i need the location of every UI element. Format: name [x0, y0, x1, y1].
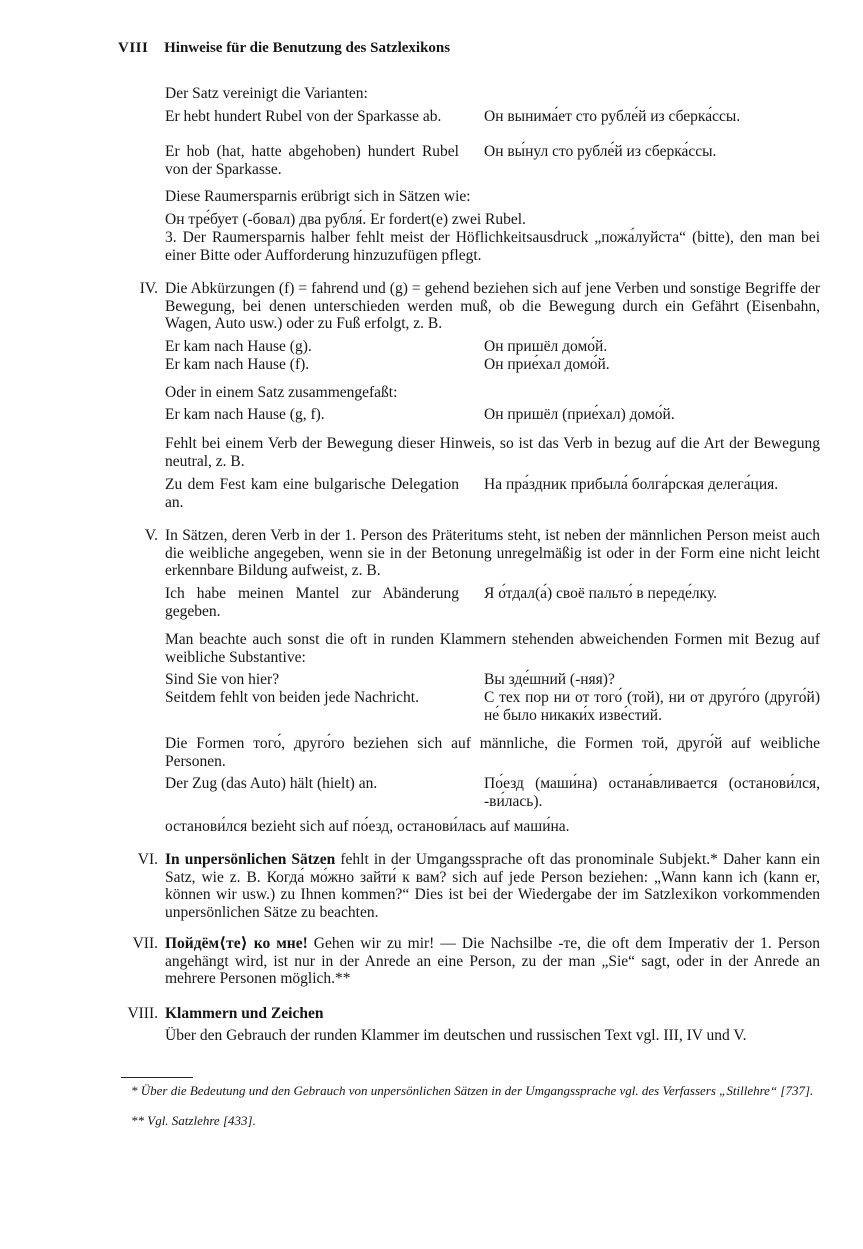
example-ru: По́езд (маши́на) остана́вливается (останови́лся, -ви́лась).	[484, 775, 820, 810]
example-ru: Я о́тдал(а́) своё пальто́ в переде́лку.	[484, 585, 718, 602]
section-iv-text: Die Abkürzungen (f) = fahrend und (g) = gehend beziehen sich auf jene Verben und sonstige Begriffe der Bewegung, bei denen unterschieden werden muß, ob die Bewegung durch ein Gefährt (Eisenbahn, Wagen, Auto usw.) oder zu Fuß erfolgt, z. B.	[165, 280, 820, 332]
variants-intro: Der Satz vereinigt die Varianten:	[165, 85, 368, 102]
section-number: V.	[144, 527, 158, 544]
footnote-divider	[121, 1077, 193, 1078]
forms-note: Die Formen того́, друго́го beziehen sich auf männliche, die Formen той, друго́й auf weibliche Personen.	[165, 735, 820, 770]
section-vii-body: Gehen wir zu mir! — Die Nachsilbe -те, die oft dem Imperativ der 1. Person angehängt wird, ist nur in der Anrede an eine Person, zu der man „Sie“ sagt, oder in der Anrede an mehrere Personen möglich.**	[165, 935, 820, 987]
point-3-paragraph: 3. Der Raumersparnis halber fehlt meist der Höflichkeitsausdruck „пожа́луйста“ (bitte), den man bei einer Bitte oder Aufforderung hinzuzufügen pflegt.	[165, 229, 820, 264]
section-number: VII.	[132, 935, 158, 952]
section-vii-lead: Пойдём⟨те⟩ ко мне!	[165, 935, 308, 952]
section-vi-body: fehlt in der Umgangssprache oft das pronominale Subjekt.* Daher kann ein Satz, wie z. B. Когда́ мо́жно зайти́ к вам? sich auf jede Person beziehen: „Wann kann ich (kann er, können wir usw.) zu Ihnen kommen?“ Dies ist bei der Wiedergabe der im Satzlexikon vorkommenden unpersönlichen Sätze zu beachten.	[165, 851, 821, 921]
example-de: Sind Sie von hier?	[165, 671, 280, 688]
space-saving-example: Он тре́бует (-бовал) два рубля́. Er fordert(e) zwei Rubel.	[165, 211, 526, 228]
example-ru: На пра́здник прибыла́ болга́рская делега́ция.	[484, 476, 779, 493]
running-header	[118, 40, 450, 58]
running-title: Hinweise für die Benutzung des Satzlexikons	[164, 40, 451, 56]
example-de: Der Zug (das Auto) hält (hielt) an.	[165, 775, 378, 792]
example-de: Er kam nach Hause (g, f).	[165, 406, 325, 423]
neutral-note: Fehlt bei einem Verb der Bewegung dieser Hinweis, so ist das Verb in bezug auf die Art der Bewegung neutral, z. B.	[165, 435, 820, 470]
example-de: Er kam nach Hause (f).	[165, 356, 310, 373]
combined-intro: Oder in einem Satz zusammengefaßt:	[165, 384, 398, 401]
example-de: Zu dem Fest kam eine bulgarische Delegation an.	[165, 476, 459, 511]
example-ru: Он пришёл (прие́хал) домо́й.	[484, 406, 675, 423]
example-de: Seitdem fehlt von beiden jede Nachricht.	[165, 689, 419, 706]
page-number: VIII	[118, 40, 149, 56]
example-de: Er hebt hundert Rubel von der Sparkasse ab.	[165, 108, 442, 125]
section-vi-text	[165, 851, 820, 921]
footnote-2: ** Vgl. Satzlehre [433].	[131, 1113, 256, 1128]
section-number: VI.	[137, 851, 158, 868]
example-ru: Он вы́нул сто рубле́й из сберка́ссы.	[484, 143, 717, 160]
example-de: Er hob (hat, hatte abgehoben) hundert Rubel von der Sparkasse.	[165, 143, 459, 178]
section-viii-title: Klammern und Zeichen	[165, 1005, 324, 1022]
space-saving-intro: Diese Raumersparnis erübrigt sich in Sätzen wie:	[165, 188, 471, 205]
section-number: IV.	[139, 280, 158, 297]
example-ru: Вы зде́шний (-няя)?	[484, 671, 615, 688]
section-vii-text	[165, 935, 820, 988]
final-note: останови́лся bezieht sich auf по́езд, останови́лась auf маши́на.	[165, 818, 570, 835]
example-ru: Он вынима́ет сто рубле́й из сберка́ссы.	[484, 108, 741, 125]
section-v-text: In Sätzen, deren Verb in der 1. Person des Präteritums steht, ist neben der männlichen Person meist auch die weibliche angegeben, wenn sie in der Betonung unregelmäßig ist oder in der Form eine nicht leicht erkennbare Bildung aufweist, z. B.	[165, 527, 820, 579]
section-number: VIII.	[127, 1005, 158, 1022]
section-vi-lead: In unpersönlichen Sätzen	[165, 851, 336, 868]
example-de: Ich habe meinen Mantel zur Abänderung gegeben.	[165, 585, 459, 620]
example-ru: С тех пор ни от того́ (той), ни от друго́го (друго́й) не́ было никаки́х изве́стий.	[484, 689, 820, 724]
section-viii-text: Über den Gebrauch der runden Klammer im deutschen und russischen Text vgl. III, IV und V.	[165, 1027, 747, 1044]
feminine-note: Man beachte auch sonst die oft in runden Klammern stehenden abweichenden Formen mit Bezug auf weibliche Substantive:	[165, 631, 820, 666]
footnote-1: * Über die Bedeutung und den Gebrauch von unpersönlichen Sätzen in der Umgangssprache vgl. des Verfassers „Stillehre“ [737].	[131, 1083, 814, 1098]
example-de: Er kam nach Hause (g).	[165, 338, 312, 355]
example-ru: Он прие́хал домо́й.	[484, 356, 610, 373]
example-ru: Он пришёл домо́й.	[484, 338, 608, 355]
